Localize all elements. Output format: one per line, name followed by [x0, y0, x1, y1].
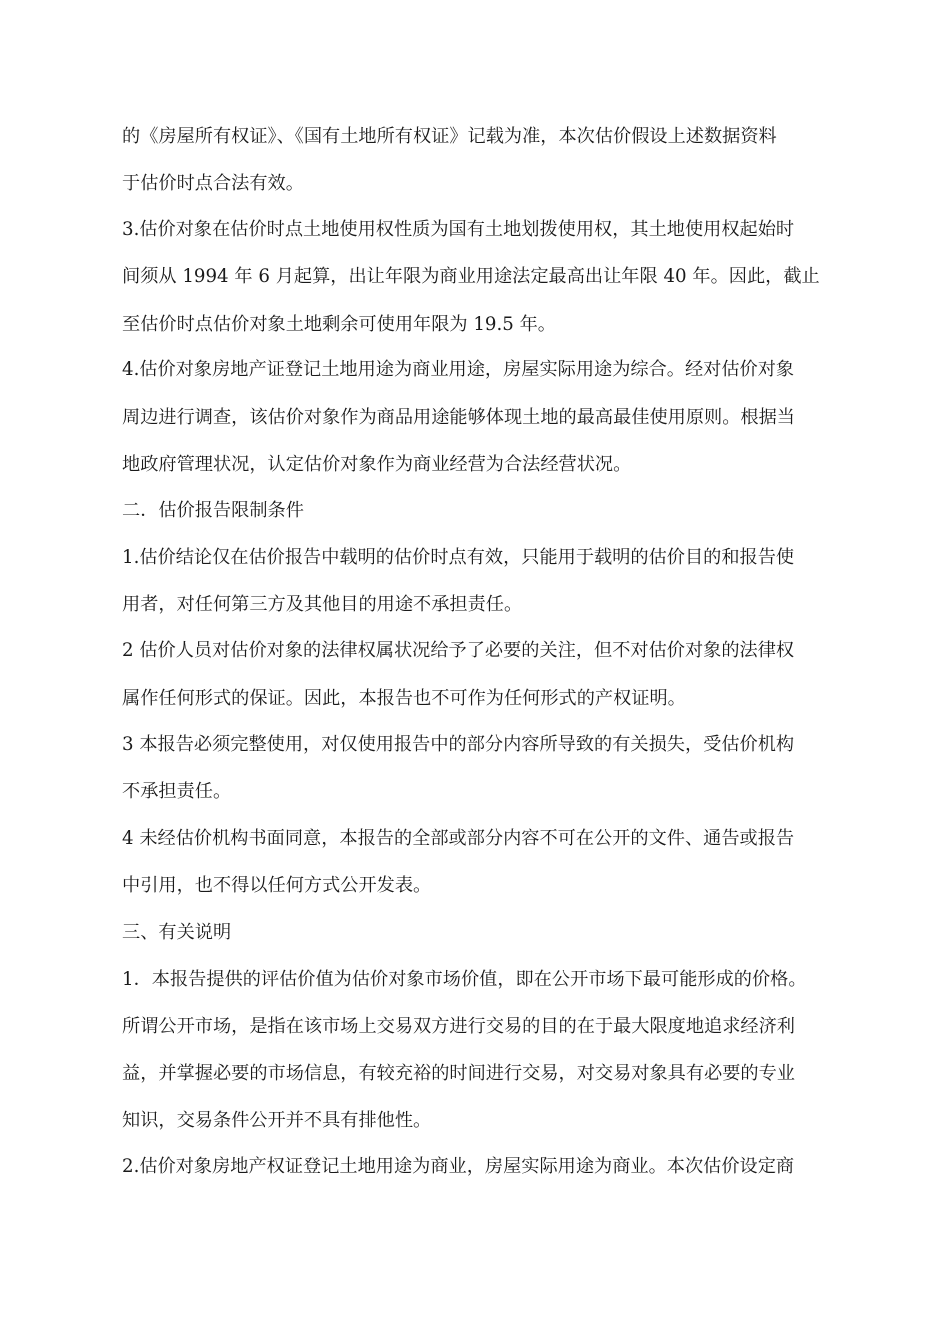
text-line: 1．本报告提供的评估价值为估价对象市场价值，即在公开市场下最可能形成的价格。 — [122, 969, 807, 990]
text-line: 2 估价人员对估价对象的法律权属状况给予了必要的关注，但不对估价对象的法律权 — [122, 640, 795, 661]
text-line: 属作任何形式的保证。因此，本报告也不可作为任何形式的产权证明。 — [122, 688, 686, 709]
text-line: 周边进行调查，该估价对象作为商品用途能够体现土地的最高最佳使用原则。根据当 — [122, 407, 795, 428]
text-line: 4 未经估价机构书面同意，本报告的全部或部分内容不可在公开的文件、通告或报告 — [122, 828, 795, 849]
text-line: 用者，对任何第三方及其他目的用途不承担责任。 — [122, 594, 523, 615]
text-line: 2.估价对象房地产权证登记土地用途为商业，房屋实际用途为商业。本次估价设定商 — [122, 1156, 795, 1177]
text-line: 的《房屋所有权证》、《国有土地所有权证》记载为准，本次估价假设上述数据资料 — [122, 126, 777, 147]
text-line: 1.估价结论仅在估价报告中载明的估价时点有效，只能用于载明的估价目的和报告使 — [122, 547, 795, 568]
text-line: 知识，交易条件公开并不具有排他性。 — [122, 1110, 432, 1131]
text-line: 4.估价对象房地产证登记土地用途为商业用途，房屋实际用途为综合。经对估价对象 — [122, 359, 795, 380]
text-line: 于估价时点合法有效。 — [122, 173, 304, 194]
text-line: 不承担责任。 — [122, 781, 232, 802]
text-line: 3 本报告必须完整使用，对仅使用报告中的部分内容所导致的有关损失，受估价机构 — [122, 734, 795, 755]
text-line: 3.估价对象在估价时点土地使用权性质为国有土地划拨使用权，其土地使用权起始时 — [122, 219, 795, 240]
text-line: 地政府管理状况，认定估价对象作为商业经营为合法经营状况。 — [122, 454, 632, 475]
text-line: 至估价时点估价对象土地剩余可使用年限为 19.5 年。 — [122, 314, 556, 335]
section-heading: 三、有关说明 — [122, 922, 232, 943]
text-line: 益，并掌握必要的市场信息，有较充裕的时间进行交易，对交易对象具有必要的专业 — [122, 1063, 795, 1084]
text-line: 间须从 1994 年 6 月起算，出让年限为商业用途法定最高出让年限 40 年。因此，截止 — [122, 266, 820, 287]
text-line: 中引用，也不得以任何方式公开发表。 — [122, 875, 432, 896]
section-heading: 二．估价报告限制条件 — [122, 500, 304, 521]
text-line: 所谓公开市场，是指在该市场上交易双方进行交易的目的在于最大限度地追求经济利 — [122, 1016, 795, 1037]
